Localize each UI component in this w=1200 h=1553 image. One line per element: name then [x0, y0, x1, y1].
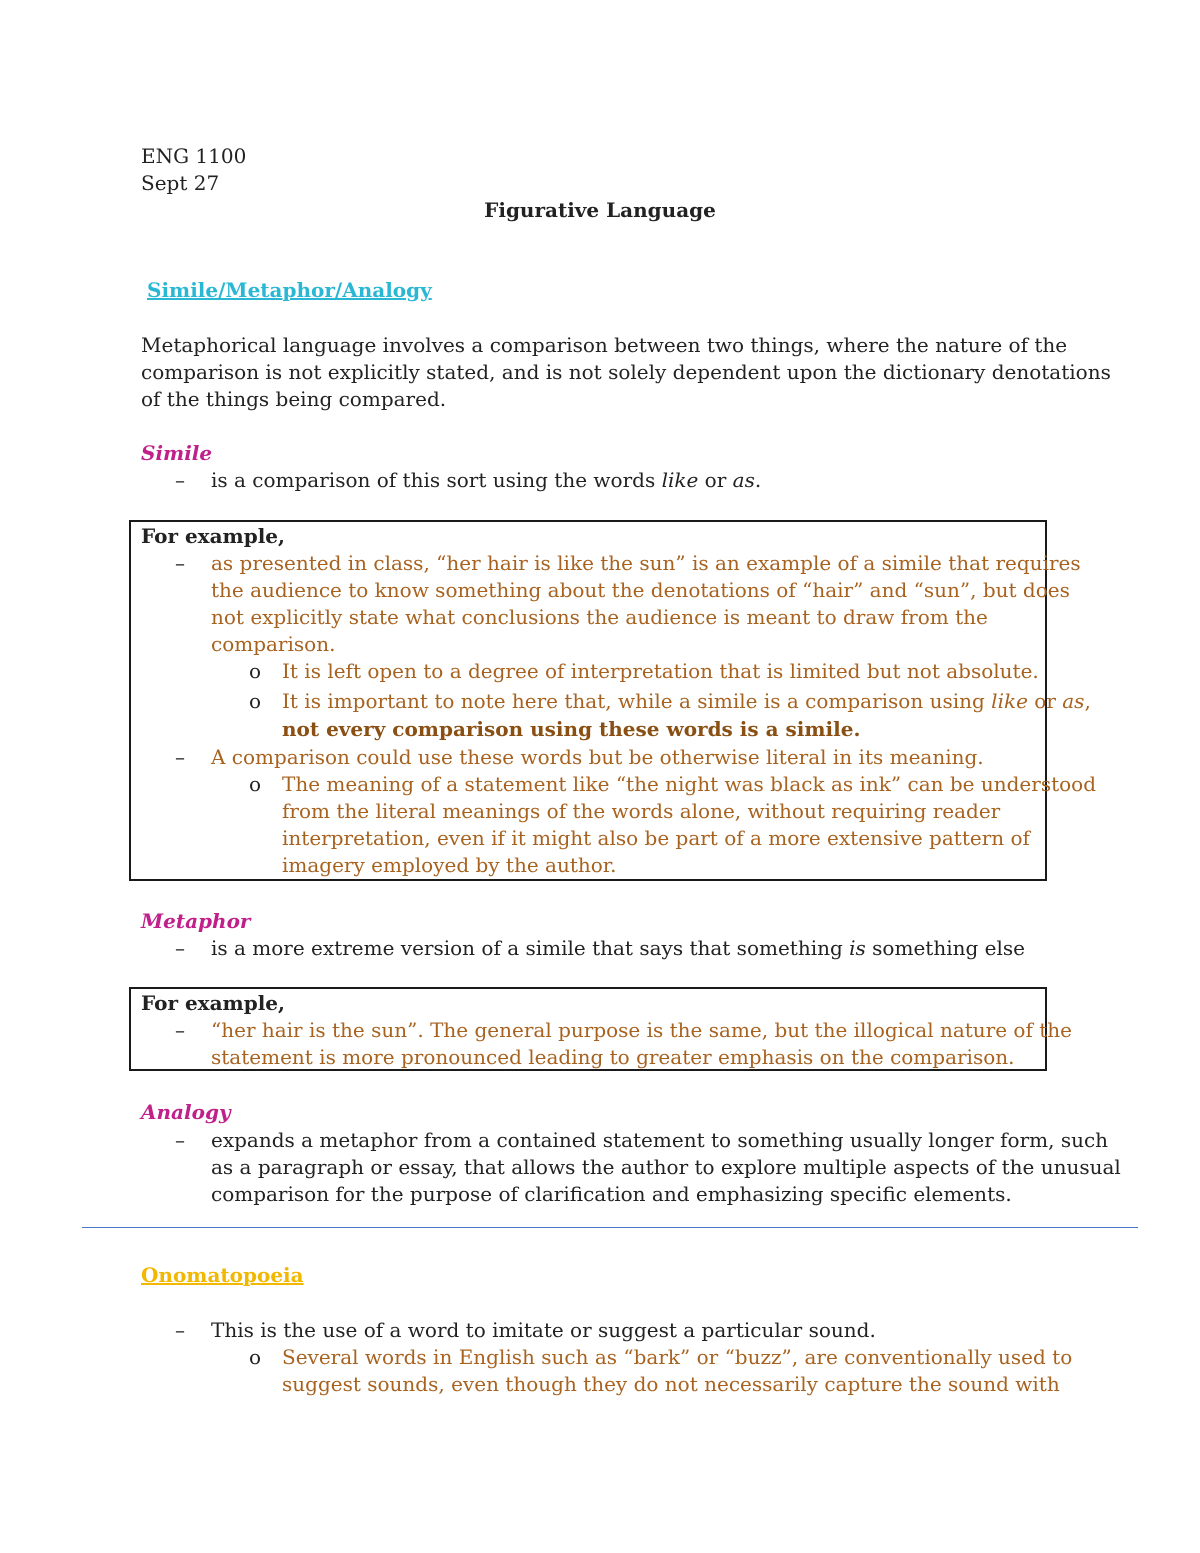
simile-sub-point-3-line-2: from the literal meanings of the words alone, without requiring reader	[282, 799, 1001, 823]
simile-sub-point-1: It is left open to a degree of interpretation that is limited but not absolute.	[282, 659, 1039, 683]
term-analogy: Analogy	[141, 1100, 231, 1124]
term-metaphor: Metaphor	[141, 909, 251, 933]
simile-definition: is a comparison of this sort using the words like or as.	[211, 468, 762, 492]
simile-example-line-4: comparison.	[211, 632, 336, 656]
dash-bullet: –	[175, 936, 185, 960]
dash-bullet: –	[175, 468, 185, 492]
intro-line-1: Metaphorical language involves a comparison between two things, where the nature of the	[141, 333, 1068, 357]
simile-sub-point-3-line-4: imagery employed by the author.	[282, 853, 617, 877]
metaphor-example-label: For example,	[141, 991, 285, 1015]
simile-sub-point-3-line-3: interpretation, even if it might also be part of a more extensive pattern of	[282, 826, 1030, 850]
dash-bullet: –	[175, 745, 185, 769]
analogy-definition-line-2: as a paragraph or essay, that allows the author to explore multiple aspects of the unusual	[211, 1155, 1121, 1179]
simile-example-line-1: as presented in class, “her hair is like the sun” is an example of a simile that requires	[211, 551, 1081, 575]
simile-example-line-2: the audience to know something about the denotations of “hair” and “sun”, but does	[211, 578, 1070, 602]
onomatopoeia-definition: This is the use of a word to imitate or suggest a particular sound.	[211, 1318, 876, 1342]
simile-sub-point-2: It is important to note here that, while a simile is a comparison using like or as,	[282, 689, 1091, 713]
page-title: Figurative Language	[484, 198, 716, 222]
simile-example-line-3: not explicitly state what conclusions the audience is meant to draw from the	[211, 605, 988, 629]
section-heading-onomatopoeia[interactable]: Onomatopoeia	[141, 1263, 304, 1287]
simile-example-label: For example,	[141, 524, 285, 548]
simile-example-item-2: A comparison could use these words but be otherwise literal in its meaning.	[211, 745, 984, 769]
circle-bullet: o	[248, 772, 262, 796]
metaphor-example-line-1: “her hair is the sun”. The general purpose is the same, but the illogical nature of the	[211, 1018, 1072, 1042]
analogy-definition-line-1: expands a metaphor from a contained statement to something usually longer form, such	[211, 1128, 1109, 1152]
circle-bullet: o	[248, 689, 262, 713]
dash-bullet: –	[175, 1128, 185, 1152]
circle-bullet: o	[248, 659, 262, 683]
course-label: ENG 1100	[141, 144, 247, 168]
simile-sub-point-3-line-1: The meaning of a statement like “the night was black as ink” can be understood	[282, 772, 1097, 796]
onomatopoeia-sub-line-2: suggest sounds, even though they do not necessarily capture the sound with	[282, 1372, 1060, 1396]
metaphor-definition: is a more extreme version of a simile that says that something is something else	[211, 936, 1025, 960]
date-label: Sept 27	[141, 171, 220, 195]
circle-bullet: o	[248, 1345, 262, 1369]
simile-sub-point-2-emphasis: not every comparison using these words is a simile.	[282, 717, 861, 741]
dash-bullet: –	[175, 551, 185, 575]
intro-line-3: of the things being compared.	[141, 387, 447, 411]
onomatopoeia-sub-line-1: Several words in English such as “bark” or “buzz”, are conventionally used to	[282, 1345, 1073, 1369]
dash-bullet: –	[175, 1018, 185, 1042]
section-heading-simile-metaphor-analogy[interactable]: Simile/Metaphor/Analogy	[147, 278, 432, 302]
dash-bullet: –	[175, 1318, 185, 1342]
term-simile: Simile	[141, 441, 213, 465]
intro-line-2: comparison is not explicitly stated, and is not solely dependent upon the dictionary denotations	[141, 360, 1111, 384]
analogy-definition-line-3: comparison for the purpose of clarification and emphasizing specific elements.	[211, 1182, 1012, 1206]
section-divider	[82, 1227, 1138, 1228]
metaphor-example-line-2: statement is more pronounced leading to greater emphasis on the comparison.	[211, 1045, 1015, 1069]
